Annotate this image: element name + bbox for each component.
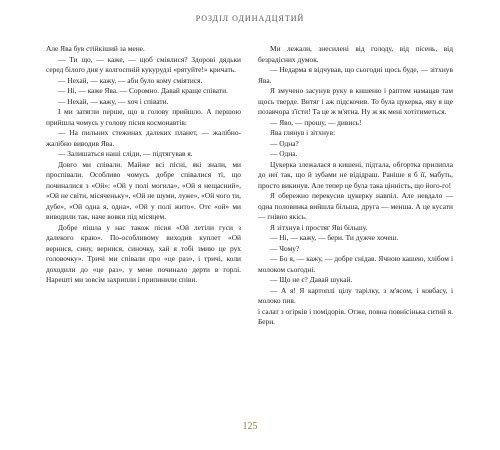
paragraph: Цукерка злежалася в кишені, підтала, обгортка прилипла до неї так, що й зубами не відідраш. Раніше я б її, мабуть, просто викинув. Але тепер це була така цінність, що його-го!	[258, 159, 453, 190]
paragraph: — Яво, — прошу, — дивись!	[270, 117, 362, 127]
paragraph: — На пильних стежинах далеких планет, — жалібно-жалібно виводив Ява.	[46, 128, 241, 148]
paragraph: Але Ява був стійкіший за мене.	[46, 44, 145, 53]
paragraph: І ми затягли перше, що в голову прийшло. А першою прийшла чомусь у голову пісня космонавтів:	[46, 107, 241, 127]
paragraph: Я зітхнув і простяг Яві більшу.	[270, 222, 368, 232]
paragraph: — Ні, — кажу, — бери. Ти дужче хочеш.	[270, 233, 399, 242]
paragraph: — Нехай, — кажу, — хоч і співати.	[58, 96, 169, 106]
paragraph: Я змучено засунув руку в кишеню і раптом намацав там щось тверде. Витяг і аж підскочив. То була цукерка, яку я ще позавчора з'їсти! Та це ж м'ятна. Ну ж як мені хотітиметься.	[258, 86, 453, 116]
chapter-header: РОЗДІЛ ОДИНАДЦЯТИЙ	[195, 14, 305, 23]
paragraph: — А я! Я картоплі цілу тарілку, з м'ясом, і ковбасу, і молоко пив.	[258, 285, 453, 305]
paragraph: — Нехай, — кажу, — аби було кому сміятися.	[58, 75, 203, 85]
paragraph: — Що не є? Давай шукай.	[270, 275, 353, 284]
paragraph: Довго ми співали. Майже всі пісні, які знали, ми проспівали. Особливо чомусь добре співалися ті, що починалися з «Ой»: «Ой у полі могила», «Ой я нещасний», «Ой не світи, місяченьку», «Ой не шуми, луже», «Ой чого ти, дубе», «Ой одна я, одна», «Ой у полі жито». Отє «ой» ми виводили так, наче вовки під місяцем.	[46, 159, 241, 221]
paragraph: — Бо я, — кажу, — добре снідав. Ячною кашею, хлібом і молоком сьогодні.	[258, 254, 453, 274]
paragraph: Ми лежали, знесилені від голоду, від пісень, від безрадісних думок.	[258, 44, 453, 64]
paragraph: — Одна.	[270, 149, 298, 158]
paragraph: — Ти що, — каже, — щоб сміялися? Здорові дядьки серед білого дня у колгоспній кукурудзі «рятуйте!» кричать.	[46, 54, 241, 74]
paragraph: — Недарма я відчував, що сьогодні щось буде, — зітхнув Ява.	[258, 65, 453, 85]
paragraph: і салат з огірків і помідорів. Отже, повна повнісінька ситий я. Бери.	[258, 306, 453, 326]
paragraph: Добре пішла у нас також пісня «Ой летіли гуси з далекого краю». По-особливому виходив куплет «Ой вернися, сину, вернися, синочку, хай я тобі змию це рух головочку». Тричі ми співали про «це раз», і тричі, коли доходили до «це раз», у мене починало дерти в горлі. Нарешті ми зовсім захрипли і припинили співи.	[46, 222, 241, 284]
paragraph: Я обережно перекусив цукерку навпіл. Але невдало — одна половинка вийшла більша, друга — менша. А це кусати — гнівно якісь.	[258, 191, 453, 221]
paragraph: Ява глянув і зітхнув:	[270, 128, 336, 137]
page-number: 125	[242, 421, 258, 432]
paragraph: — Чому?	[270, 243, 300, 253]
paragraph: — Залишаться наші сліди, — підтягував я.	[58, 149, 193, 158]
paragraph: — Одна?	[270, 138, 299, 148]
right-text-column	[258, 44, 453, 328]
paragraph: — Ні, — каже Ява. — Соромно. Давай краще співати.	[58, 86, 228, 95]
left-text-column	[46, 44, 241, 286]
